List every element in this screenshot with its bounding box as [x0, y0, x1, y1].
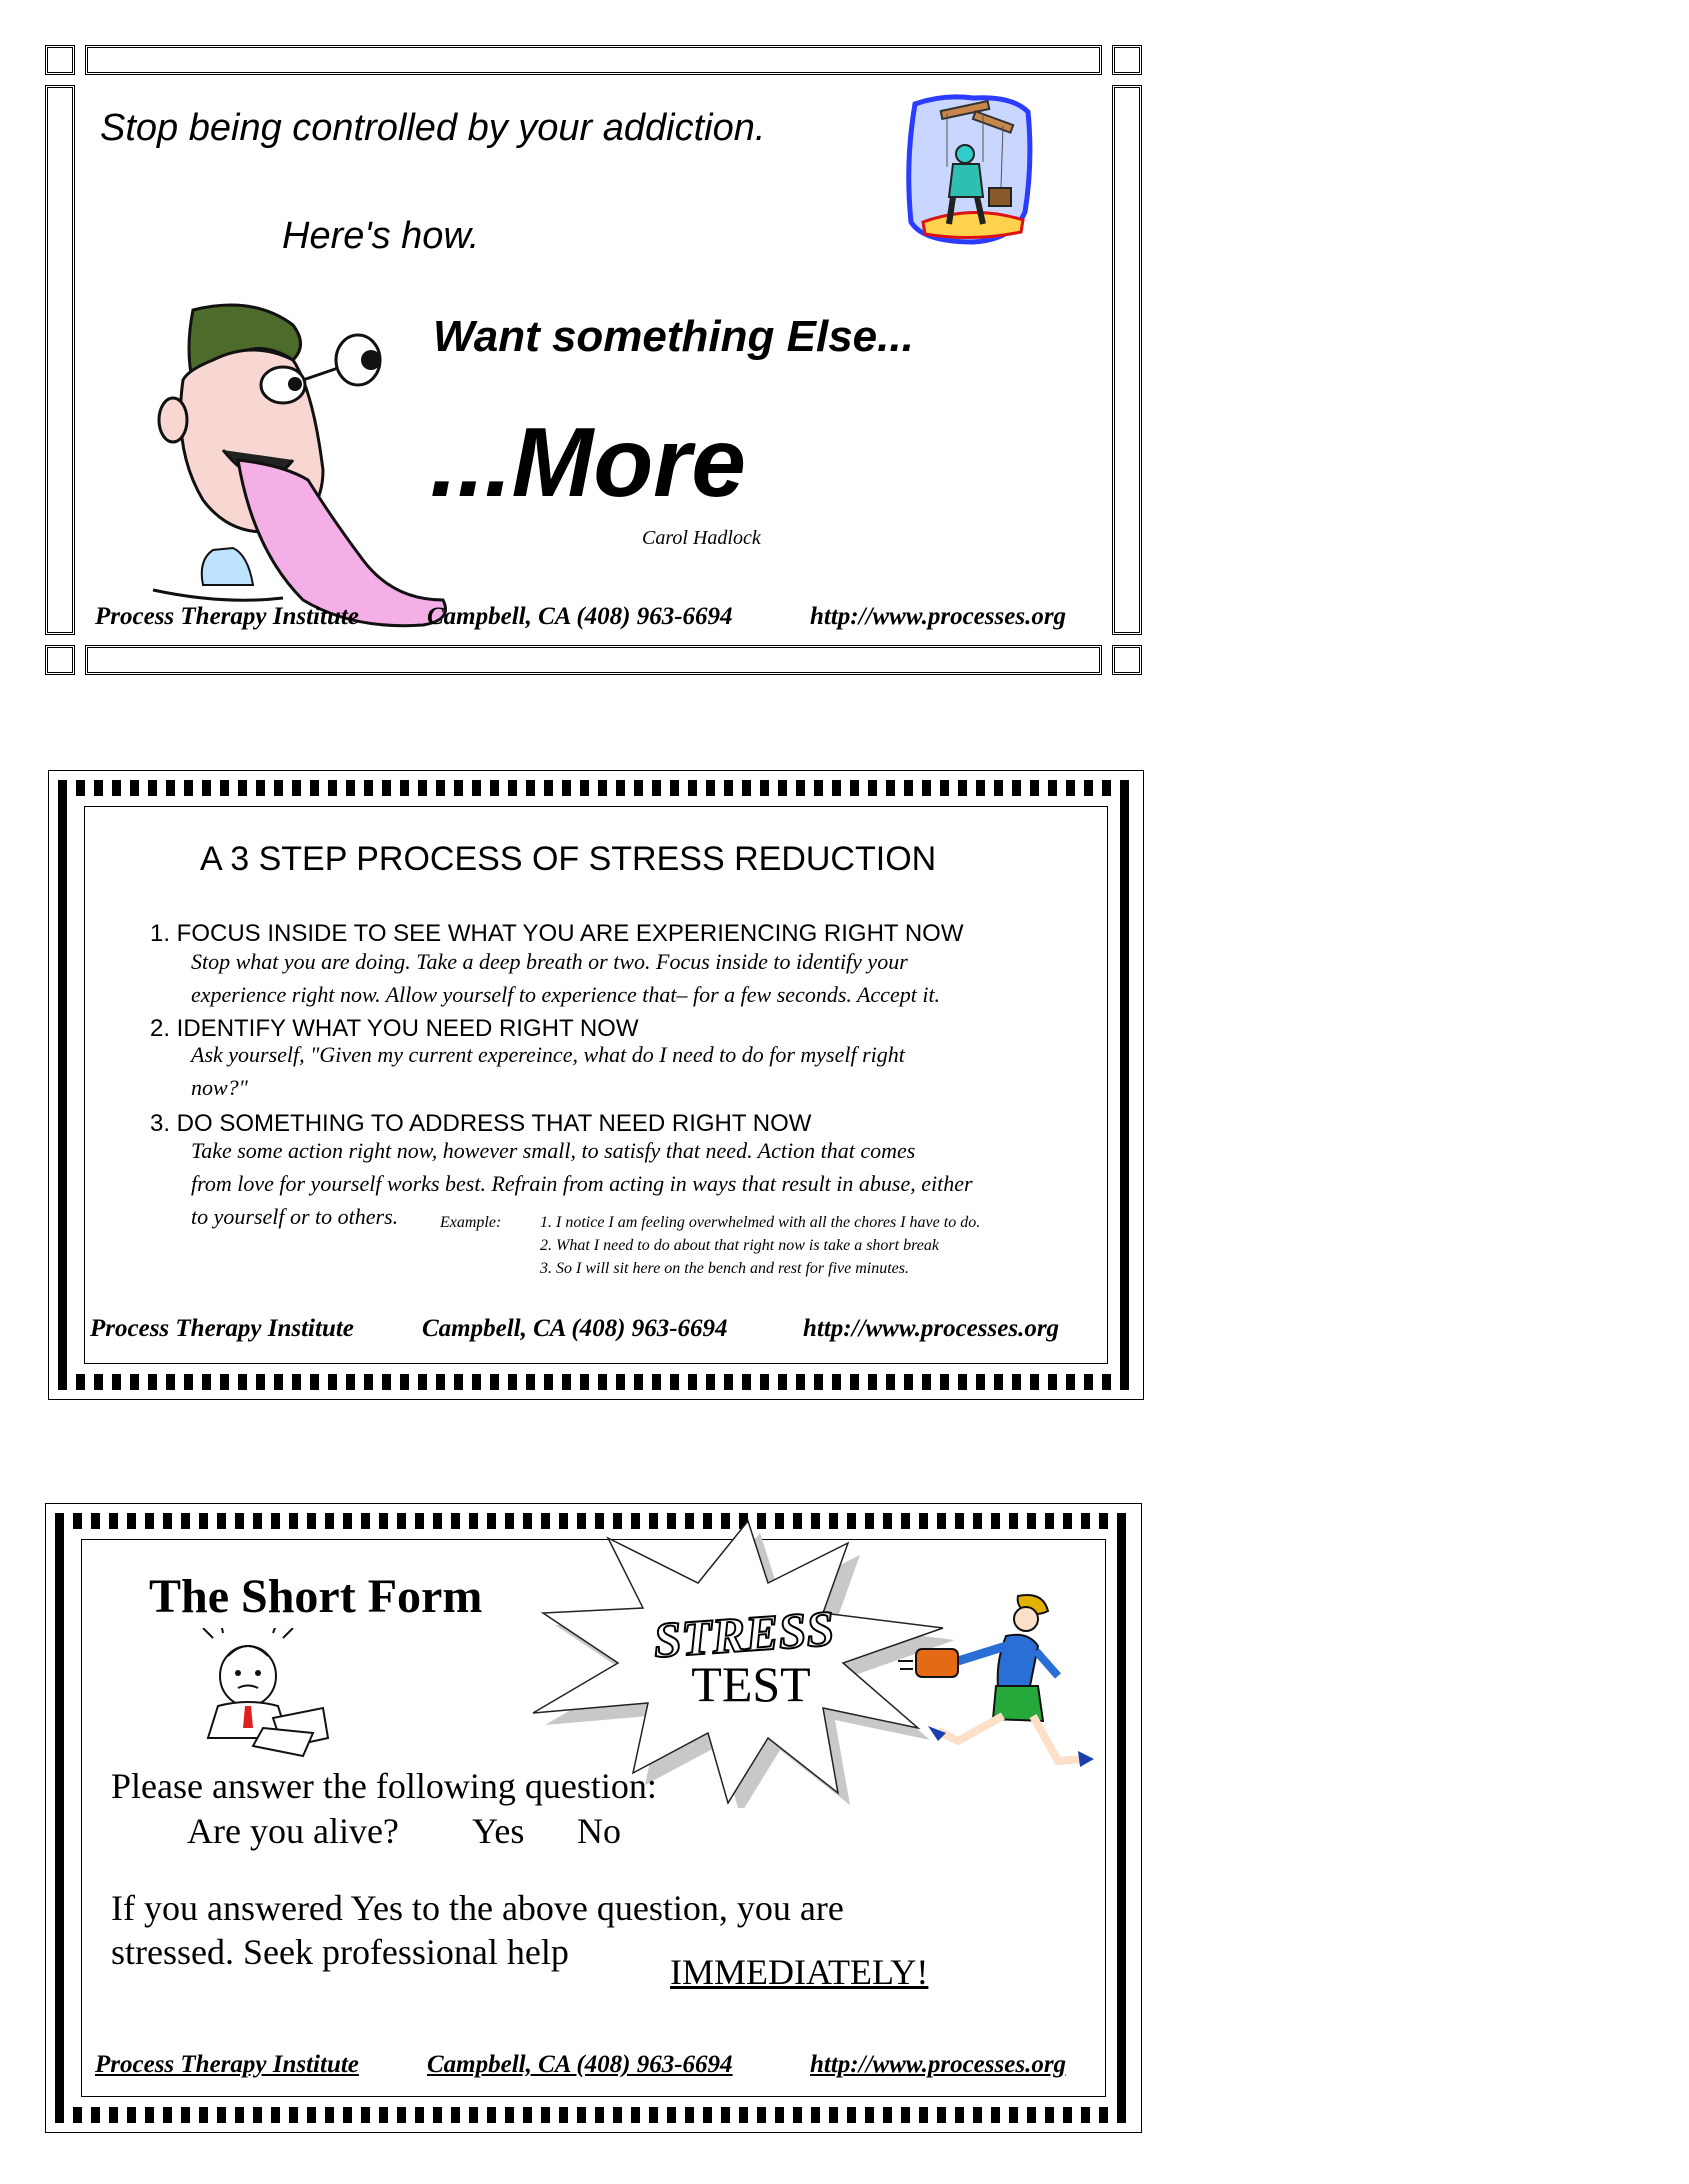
running-woman-icon: [898, 1591, 1098, 1781]
conclusion-line: stressed. Seek professional help: [111, 1932, 569, 1972]
immediately-text: IMMEDIATELY!: [670, 1952, 929, 1992]
question-text: Are you alive?: [187, 1811, 399, 1851]
footer-url[interactable]: http://www.processes.org: [803, 1315, 1060, 1342]
footer-url[interactable]: http://www.processes.org: [810, 603, 1067, 630]
page-title: A 3 STEP PROCESS OF STRESS REDUCTION: [200, 840, 937, 878]
step-text: Take some action right now, however small, to satisfy that need. Action that comes from love for yourself works best. Refrain from acting in ways that result in abuse, either to yourself or to others.: [191, 1138, 973, 1229]
footer-url[interactable]: http://www.processes.org: [810, 2051, 1067, 2078]
cartoon-face-tongue-icon: [143, 300, 498, 640]
step-text: Stop what you are doing. Take a deep breath or two. Focus inside to identify your experience right now. Allow yourself to experience that– for a few seconds. Accept it.: [191, 949, 941, 1007]
step-heading: 3. DO SOMETHING TO ADDRESS THAT NEED RIGHT NOW: [150, 1110, 812, 1137]
footer-location-phone: Campbell, CA (408) 963-6694: [422, 1315, 728, 1342]
card-stress-test: [45, 1503, 1142, 2133]
conclusion-line: If you answered Yes to the above question, you are: [111, 1888, 844, 1928]
frame-corner: [1112, 45, 1142, 75]
answer-no[interactable]: No: [577, 1811, 621, 1851]
author: Carol Hadlock: [642, 527, 761, 549]
page-title: The Short Form: [149, 1570, 483, 1623]
example-line: 2. What I need to do about that right now is take a short break: [540, 1237, 939, 1254]
example-line: 3. So I will sit here on the bench and rest for five minutes.: [540, 1260, 909, 1277]
question-intro: Please answer the following question:: [111, 1766, 657, 1806]
more-text: ...More: [430, 407, 746, 517]
footer-location-phone: Campbell, CA (408) 963-6694: [427, 2051, 733, 2078]
subhead: Here's how.: [282, 215, 480, 257]
example-label: Example:: [440, 1214, 502, 1231]
footer-institute: Process Therapy Institute: [90, 1315, 354, 1342]
footer-institute: Process Therapy Institute: [95, 2051, 359, 2078]
stressed-person-icon: [193, 1628, 333, 1758]
step-text: Ask yourself, "Given my current expereince, what do I need to do for myself right now?": [191, 1042, 905, 1100]
frame-bottom-bar: [85, 645, 1102, 675]
step-heading: 2. IDENTIFY WHAT YOU NEED RIGHT NOW: [150, 1015, 639, 1042]
want-text: Want something Else...: [433, 312, 914, 361]
card-stress-reduction: [48, 770, 1144, 1400]
footer-location-phone: Campbell, CA (408) 963-6694: [427, 603, 733, 630]
starburst-badge: [523, 1503, 953, 1808]
frame-left-bar: [45, 85, 75, 635]
headline: Stop being controlled by your addiction.: [100, 107, 766, 149]
card-addiction: [45, 45, 1142, 675]
frame-corner: [45, 45, 75, 75]
starburst-word-stress: STRESS: [651, 1599, 836, 1669]
frame-top-bar: [85, 45, 1102, 75]
starburst-word-test: TEST: [691, 1656, 811, 1712]
footer-institute: Process Therapy Institute: [95, 603, 359, 630]
example-line: 1. I notice I am feeling overwhelmed with all the chores I have to do.: [540, 1214, 981, 1231]
frame-right-bar: [1112, 85, 1142, 635]
marionette-puppet-icon: [903, 92, 1038, 247]
answer-yes[interactable]: Yes: [472, 1811, 525, 1851]
step-heading: 1. FOCUS INSIDE TO SEE WHAT YOU ARE EXPERIENCING RIGHT NOW: [150, 920, 964, 947]
frame-corner: [1112, 645, 1142, 675]
frame-corner: [45, 645, 75, 675]
